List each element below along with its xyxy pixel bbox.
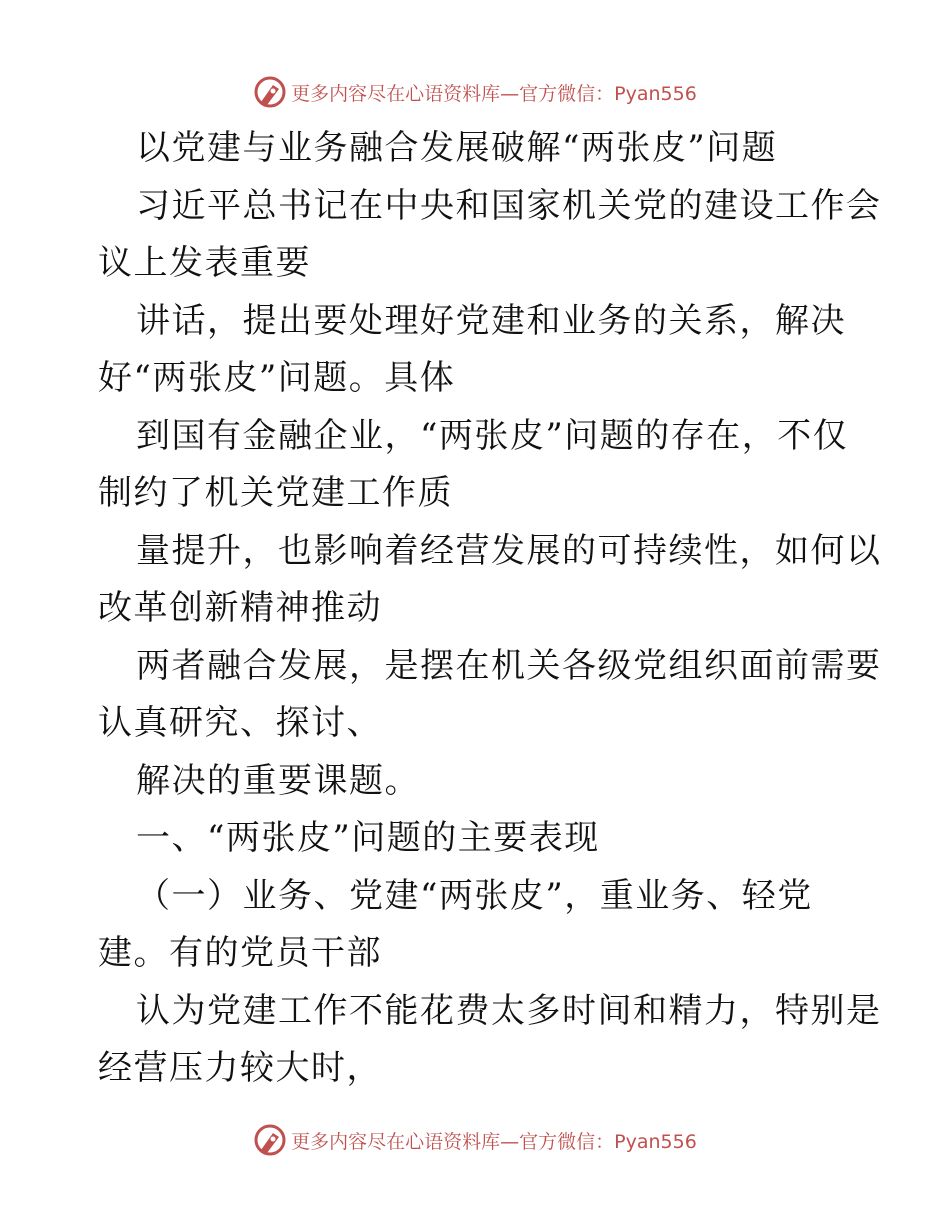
subsection-heading: （一）业务、党建“两张皮”，重业务、轻党 (136, 875, 813, 916)
paragraph-line: 量提升，也影响着经营发展的可持续性，如何以 (136, 530, 882, 571)
paragraph-line: 议上发表重要 (98, 243, 311, 283)
paragraph-line: 制约了机关党建工作质 (98, 473, 453, 513)
paragraph-line: 认为党建工作不能花费太多时间和精力，特别是 (136, 990, 882, 1031)
paragraph-line: 到国有金融企业，“两张皮”问题的存在，不仅 (136, 415, 849, 456)
pen-nib-logo-icon (253, 75, 287, 109)
section-heading: 一、“两张皮”问题的主要表现 (136, 818, 600, 858)
paragraph-line: 习近平总书记在中央和国家机关党的建设工作会 (136, 185, 882, 226)
document-title: 以党建与业务融合发展破解“两张皮”问题 (136, 128, 778, 168)
paragraph-line: 讲话，提出要处理好党建和业务的关系，解决 (136, 300, 846, 341)
footer-banner-text: 更多内容尽在心语资料库—官方微信：Pyan556 (291, 1130, 697, 1153)
paragraph-line: 两者融合发展，是摆在机关各级党组织面前需要 (136, 645, 882, 686)
header-banner (0, 72, 950, 112)
footer-banner (0, 1120, 950, 1160)
pen-nib-logo-icon (253, 1123, 287, 1157)
paragraph-line: 改革创新精神推动 (98, 588, 382, 628)
paragraph-line: 经营压力较大时， (98, 1048, 382, 1088)
paragraph-line: 解决的重要课题。 (136, 760, 420, 801)
paragraph-line: 好“两张皮”问题。具体 (98, 358, 456, 398)
header-banner-text: 更多内容尽在心语资料库—官方微信：Pyan556 (291, 82, 697, 105)
paragraph-line: 建。有的党员干部 (98, 933, 382, 973)
document-body (98, 120, 882, 1098)
paragraph-line: 认真研究、探讨、 (98, 703, 382, 743)
